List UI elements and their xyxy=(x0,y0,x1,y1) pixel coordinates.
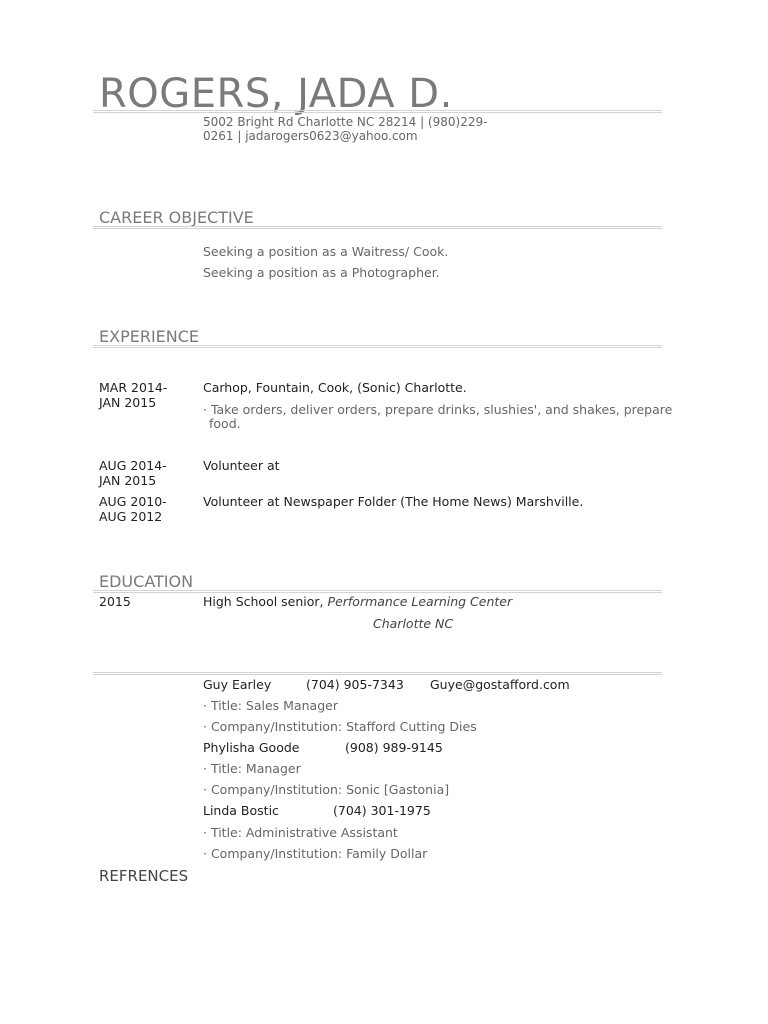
reference-phone: (908) 989-9145 xyxy=(345,740,443,755)
divider xyxy=(93,110,662,113)
education-entry xyxy=(203,594,512,609)
reference-email: Guye@gostafford.com xyxy=(430,677,570,692)
reference-name: Phylisha Goode xyxy=(203,740,300,755)
divider xyxy=(93,590,662,593)
divider xyxy=(93,672,662,675)
objective-line: Seeking a position as a Photographer. xyxy=(203,265,440,280)
reference-phone: (704) 905-7343 xyxy=(306,677,404,692)
divider xyxy=(93,345,662,348)
reference-name: Linda Bostic xyxy=(203,803,279,818)
reference-phone: (704) 301-1975 xyxy=(333,803,431,818)
date-line: JAN 2015 xyxy=(99,473,157,488)
divider xyxy=(93,226,662,229)
reference-company: · Company/Institution: Family Dollar xyxy=(203,846,428,861)
experience-date xyxy=(99,458,189,488)
experience-detail: · Take orders, deliver orders, prepare drinks, slushies', and shakes, prepare xyxy=(203,402,673,417)
section-heading-experience: EXPERIENCE xyxy=(99,327,200,346)
reference-company: · Company/Institution: Stafford Cutting Dies xyxy=(203,719,477,734)
contact-info xyxy=(203,115,503,143)
date-line: AUG 2010- xyxy=(99,494,167,509)
date-line: MAR 2014- xyxy=(99,380,168,395)
reference-title: · Title: Sales Manager xyxy=(203,698,338,713)
education-location: Charlotte NC xyxy=(373,616,454,631)
reference-name: Guy Earley xyxy=(203,677,272,692)
experience-date xyxy=(99,380,189,410)
education-school: Performance Learning Center xyxy=(327,594,513,609)
experience-detail: food. xyxy=(209,416,241,431)
experience-title: Volunteer at xyxy=(203,458,280,473)
section-heading-objective: CAREER OBJECTIVE xyxy=(99,208,254,227)
date-line: AUG 2014- xyxy=(99,458,167,473)
section-heading-references: REFRENCES xyxy=(99,867,189,885)
contact-line: 5002 Bright Rd Charlotte NC 28214 | (980)229- xyxy=(203,115,488,129)
education-degree: High School senior, xyxy=(203,594,324,609)
education-year: 2015 xyxy=(99,594,131,609)
experience-title: Volunteer at Newspaper Folder (The Home News) Marshville. xyxy=(203,494,584,509)
section-heading-education: EDUCATION xyxy=(99,572,194,591)
experience-date xyxy=(99,494,189,524)
reference-company: · Company/Institution: Sonic [Gastonia] xyxy=(203,782,450,797)
contact-line: 0261 | jadarogers0623@yahoo.com xyxy=(203,129,418,143)
date-line: AUG 2012 xyxy=(99,509,163,524)
experience-title: Carhop, Fountain, Cook, (Sonic) Charlotte. xyxy=(203,380,467,395)
resume-name: ROGERS, JADA D. xyxy=(99,71,453,117)
objective-line: Seeking a position as a Waitress/ Cook. xyxy=(203,244,449,259)
date-line: JAN 2015 xyxy=(99,395,157,410)
reference-title: · Title: Administrative Assistant xyxy=(203,825,398,840)
reference-title: · Title: Manager xyxy=(203,761,301,776)
